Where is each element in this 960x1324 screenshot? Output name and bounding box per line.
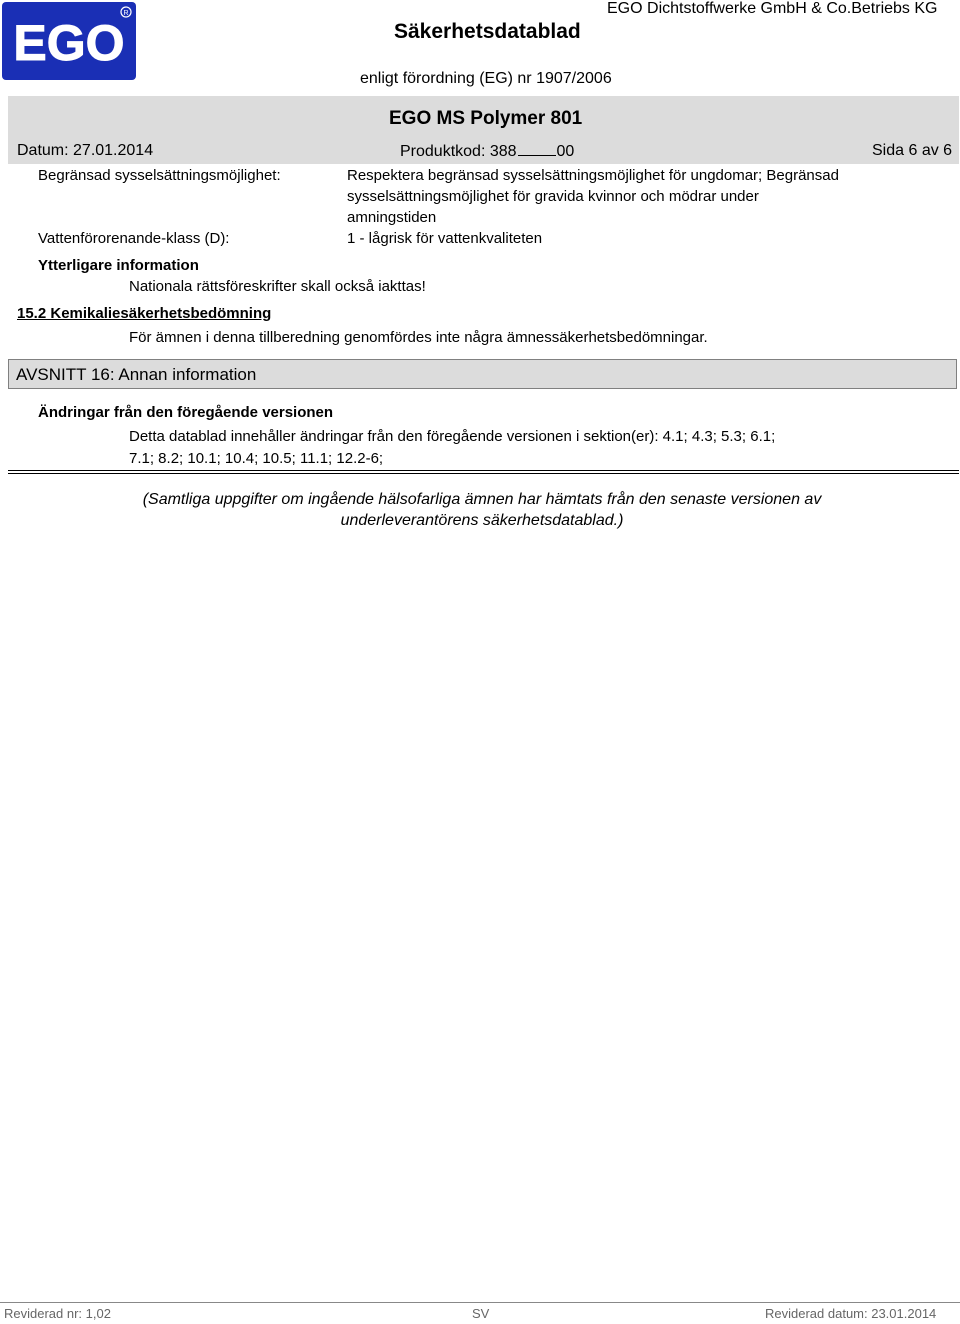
revision-number: Reviderad nr: 1,02 [4, 1306, 111, 1321]
additional-info-text: Nationala rättsföreskrifter skall också iakttas! [129, 278, 426, 295]
changes-line2: 7.1; 8.2; 10.1; 10.4; 10.5; 11.1; 12.2-6; [129, 450, 384, 467]
product-code-label: Produktkod: 388 [400, 143, 517, 160]
company-name: EGO Dichtstoffwerke GmbH & Co.Betriebs KG [607, 0, 938, 17]
chemical-safety-text: För ämnen i denna tillberedning genomfördes inte några ämnessäkerhetsbedömningar. [129, 329, 708, 346]
product-code [400, 142, 574, 161]
footer-divider [0, 1302, 960, 1303]
product-code-suffix: 00 [556, 143, 575, 160]
language-code: SV [472, 1306, 490, 1321]
logo-text: EGO [13, 15, 125, 71]
page-number: Sida 6 av 6 [872, 142, 953, 159]
product-code-blank [518, 142, 556, 156]
chemical-safety-heading: 15.2 Kemikaliesäkerhetsbedömning [17, 305, 272, 322]
svg-text:R: R [123, 10, 129, 17]
section16-title: AVSNITT 16: Annan information [16, 365, 257, 384]
supplier-data-note: (Samtliga uppgifter om ingående hälsofarliga ämnen har hämtats från den senaste versionen av underleverantörens säkerhetsdatablad.) [142, 491, 822, 529]
document-date: Datum: 27.01.2014 [17, 142, 154, 159]
revision-date: Reviderad datum: 23.01.2014 [765, 1306, 937, 1321]
water-class-value: 1 - lågrisk för vattenkvaliteten [347, 230, 543, 247]
employment-restriction-line2: sysselsättningsmöjlighet för gravida kvinnor och mödrar under [347, 188, 759, 205]
additional-info-heading: Ytterligare information [38, 257, 199, 274]
employment-restriction-label: Begränsad sysselsättningsmöjlighet: [38, 167, 281, 184]
employment-restriction-line1: Respektera begränsad sysselsättningsmöjlighet för ungdomar; Begränsad [347, 167, 839, 184]
changes-line1: Detta datablad innehåller ändringar från den föregående versionen i sektion(er): 4.1; 4.3; 5.3; 6.1; [129, 428, 776, 445]
ego-logo [2, 2, 136, 80]
regulation-reference: enligt förordning (EG) nr 1907/2006 [360, 70, 612, 87]
changes-heading: Ändringar från den föregående versionen [38, 404, 334, 421]
employment-restriction-line3: amningstiden [347, 209, 437, 226]
product-name: EGO MS Polymer 801 [389, 108, 583, 129]
divider-top [8, 470, 959, 471]
water-class-label: Vattenförorenande-klass (D): [38, 230, 230, 247]
divider-bottom [8, 473, 959, 474]
document-title: Säkerhetsdatablad [394, 20, 581, 43]
